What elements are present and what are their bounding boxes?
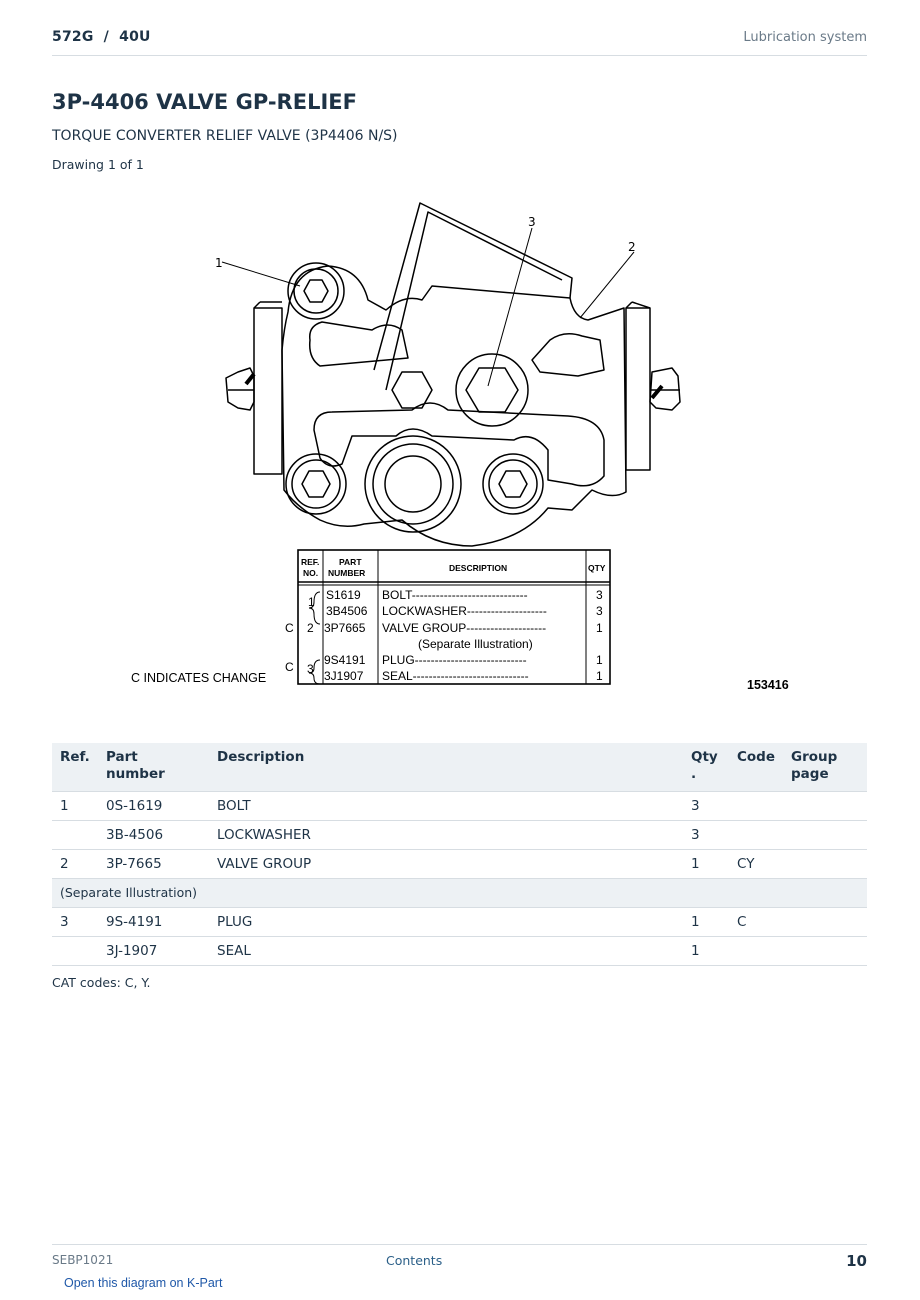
drawing-number: 153416 — [747, 678, 789, 692]
cell-ref: 1 — [52, 792, 98, 821]
cell-description: VALVE GROUP — [209, 850, 683, 879]
cell-code — [729, 937, 783, 966]
cell-qty: 3 — [683, 792, 729, 821]
cell-part-number: 3J-1907 — [98, 937, 209, 966]
bolt-bottom-right — [483, 454, 543, 514]
cell-group-page — [783, 821, 867, 850]
contents-link[interactable]: Contents — [386, 1253, 443, 1268]
cell-part-number: 9S-4191 — [98, 908, 209, 937]
legend-header-qty: QTY — [588, 563, 606, 573]
table-row — [52, 792, 867, 821]
legend-qty: 1 — [596, 621, 603, 635]
cell-ref: 2 — [52, 850, 98, 879]
legend-desc: SEAL----------------------------- — [382, 669, 529, 683]
cell-description: PLUG — [209, 908, 683, 937]
legend-part: 3J1907 — [324, 669, 364, 683]
central-bore-inner — [385, 456, 441, 512]
legend-qty: 1 — [596, 653, 603, 667]
legend-qty: 3 — [596, 604, 603, 618]
column-header-ref: Ref. — [52, 743, 98, 792]
leader-line-1 — [222, 262, 300, 286]
legend-ref: 3 — [307, 662, 314, 676]
table-row — [52, 850, 867, 879]
central-bore-outer — [365, 436, 461, 532]
column-header-qty: Qty . — [683, 743, 729, 792]
cell-description: BOLT — [209, 792, 683, 821]
legend-ref: 2 — [307, 621, 314, 635]
cell-group-page — [783, 792, 867, 821]
inlet-pipe-inner — [386, 212, 562, 390]
cell-part-number: 0S-1619 — [98, 792, 209, 821]
cell-qty: 1 — [683, 908, 729, 937]
cell-ref: 3 — [52, 908, 98, 937]
cell-code — [729, 821, 783, 850]
callout-label-1: 1 — [215, 256, 223, 270]
left-flange — [254, 308, 282, 474]
cell-description: LOCKWASHER — [209, 821, 683, 850]
table-note-row — [52, 879, 867, 908]
inner-cavity-right — [532, 334, 604, 376]
cell-code: CY — [729, 850, 783, 879]
bolt-bottom-left — [286, 454, 346, 514]
cell-group-page — [783, 850, 867, 879]
table-header-row — [52, 743, 867, 792]
callout-label-3: 3 — [528, 215, 536, 229]
legend-change-flag: C — [285, 621, 294, 635]
legend-header-ref: REF. — [301, 557, 320, 567]
legend-part: 9S4191 — [324, 653, 366, 667]
cat-codes-note: CAT codes: C, Y. — [52, 975, 151, 990]
valve-drawing — [52, 190, 867, 715]
legend-qty: 3 — [596, 588, 603, 602]
cell-qty: 1 — [683, 937, 729, 966]
legend-change-flag: C — [285, 660, 294, 674]
valve-body-outline — [282, 266, 626, 546]
inlet-pipe-outline — [374, 203, 572, 370]
legend-desc-note: (Separate Illustration) — [418, 637, 533, 651]
page-title: 3P-4406 VALVE GP-RELIEF — [52, 90, 357, 114]
legend-ref: 1 — [308, 595, 315, 609]
kpart-link[interactable]: Open this diagram on K-Part — [64, 1276, 223, 1290]
legend-part: 3P7665 — [324, 621, 366, 635]
section-name: Lubrication system — [743, 30, 867, 45]
legend-part: 3B4506 — [326, 604, 368, 618]
cell-qty: 1 — [683, 850, 729, 879]
cell-ref — [52, 821, 98, 850]
right-side-nut — [650, 368, 680, 410]
cell-code: C — [729, 908, 783, 937]
leader-line-3 — [488, 228, 532, 386]
cell-note: (Separate Illustration) — [52, 879, 867, 908]
legend-part: S1619 — [326, 588, 361, 602]
legend-header-part: PART — [339, 557, 362, 567]
footer-divider — [52, 1244, 867, 1245]
callout-label-2: 2 — [628, 240, 636, 254]
column-header-part-number: Part number — [98, 743, 209, 792]
legend-qty: 1 — [596, 669, 603, 683]
cell-part-number: 3B-4506 — [98, 821, 209, 850]
plug-hex — [466, 368, 518, 412]
cell-code — [729, 792, 783, 821]
right-flange — [626, 308, 650, 470]
legend-header-number: NUMBER — [328, 568, 366, 578]
inner-cavity-upper — [310, 322, 408, 366]
cell-group-page — [783, 908, 867, 937]
cell-qty: 3 — [683, 821, 729, 850]
table-row — [52, 908, 867, 937]
document-id: SEBP1021 — [52, 1253, 114, 1267]
header-divider — [52, 55, 867, 56]
cell-ref — [52, 937, 98, 966]
column-header-description: Description — [209, 743, 683, 792]
inner-cavity-lower — [314, 403, 604, 486]
table-row — [52, 821, 867, 850]
cell-part-number: 3P-7665 — [98, 850, 209, 879]
legend-header-no: NO. — [303, 568, 319, 578]
bolt-top-left — [288, 263, 344, 319]
legend-desc: BOLT----------------------------- — [382, 588, 528, 602]
cell-description: SEAL — [209, 937, 683, 966]
change-indicator-note: C INDICATES CHANGE — [131, 671, 267, 685]
page-number: 10 — [846, 1252, 867, 1270]
column-header-code: Code — [729, 743, 783, 792]
page-subtitle: TORQUE CONVERTER RELIEF VALVE (3P4406 N/S) — [52, 128, 398, 144]
cell-group-page — [783, 937, 867, 966]
legend-desc: VALVE GROUP-------------------- — [382, 621, 547, 635]
parts-table — [52, 743, 867, 966]
drawing-count: Drawing 1 of 1 — [52, 157, 144, 172]
legend-header-description: DESCRIPTION — [449, 563, 508, 573]
legend-desc: PLUG---------------------------- — [382, 653, 527, 667]
column-header-group-page: Group page — [783, 743, 867, 792]
model-breadcrumb: 572G / 40U — [52, 29, 151, 45]
table-row — [52, 937, 867, 966]
exploded-diagram — [52, 190, 867, 715]
left-side-nut — [226, 368, 254, 410]
legend-desc: LOCKWASHER-------------------- — [382, 604, 547, 618]
